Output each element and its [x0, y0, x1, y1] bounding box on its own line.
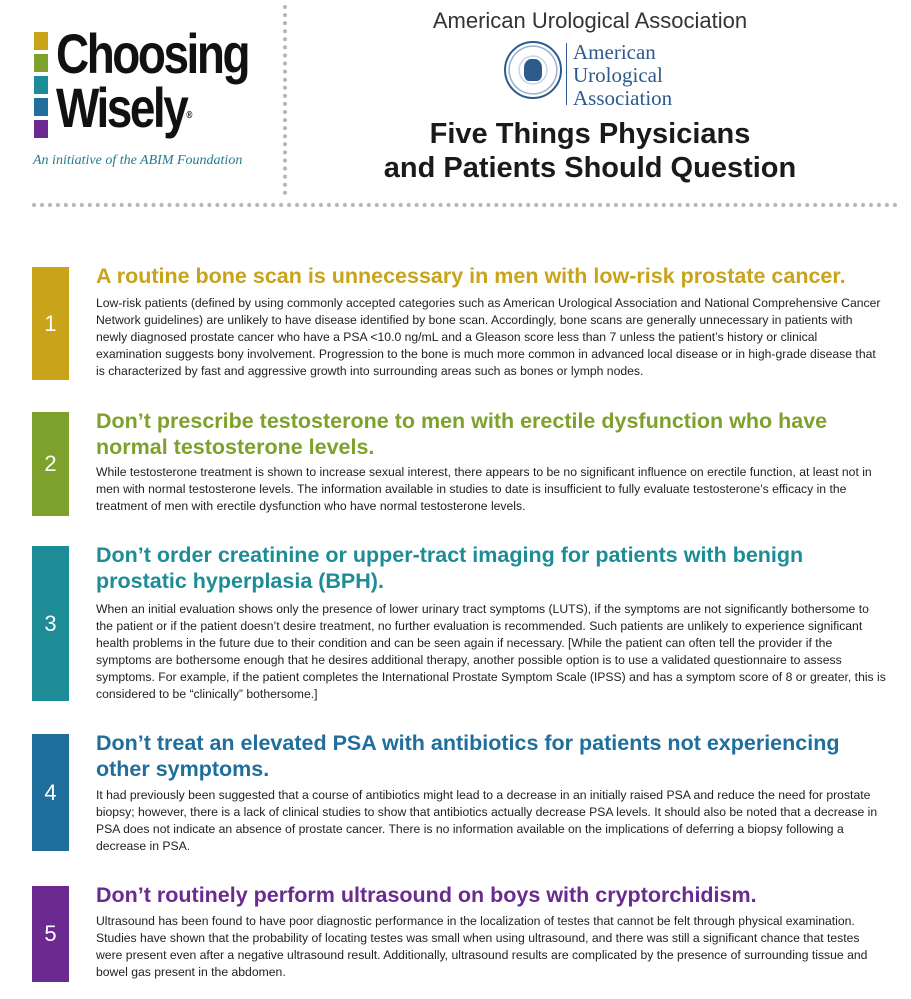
page-title-line2: and Patients Should Question [383, 152, 797, 184]
logo-bar-1 [34, 32, 48, 50]
item-number: 5 [44, 921, 57, 946]
organization-name: American Urological Association [432, 8, 748, 33]
logo-bar-2 [34, 54, 48, 72]
logo-bar-5 [34, 120, 48, 138]
item-number-badge [32, 734, 69, 851]
recommendation-4 [32, 730, 882, 855]
page-title [300, 117, 880, 185]
seal-emblem [524, 59, 542, 81]
choosing-wisely-logo [30, 22, 270, 182]
logo-bar-4 [34, 98, 48, 116]
item-number-badge [32, 546, 69, 701]
item-body: Low-risk patients (defined by using commonly accepted categories such as American Urological Association and National Comprehensive Cancer Network guidelines) are unlikely to have disease identified by bone scan. Accordingly, bone scans are generally unnecessary in patients with newly diagnosed prostate cancer who have a PSA <10.0 ng/mL and a Gleason score less than 7 unless the patient’s history or clinical examination suggests bony involvement. Progression to the bone is much more common in advanced local disease or in high-grade disease that is characterized by fast and aggressive growth into surrounding areas such as bones or lymph nodes. [96, 296, 881, 378]
logo-color-bars [34, 32, 48, 142]
item-number-badge [32, 267, 69, 380]
page-title-line1: Five Things Physicians [429, 118, 751, 150]
item-body: When an initial evaluation shows only the presence of lower urinary tract symptoms (LUTS), if the symptoms are not significantly bothersome to the patient or if the patient doesn’t desire treatment, no further evaluation is recommended. Such patients are unlikely to experience significant health problems in the future due to their condition and can be seen again if necessary. [While the patient can often tell the provider if the symptoms are bothersome enough that he desires additional therapy, another possible option is to use a validated questionnaire to assess symptoms. For example, if the patient completes the International Prostate Symptom Scale (IPSS) and has a symptom score of 8 or greater, this is considered to be “clinically” bothersome.] [96, 602, 886, 701]
recommendation-1 [32, 263, 882, 383]
registered-mark: ® [186, 110, 193, 121]
aua-wordmark [573, 41, 672, 110]
item-title: Don’t routinely perform ultrasound on boys with cryptorchidism. [96, 883, 757, 907]
aua-wordmark-line3: Association [573, 86, 673, 110]
item-title: Don’t treat an elevated PSA with antibiotics for patients not experiencing other symptoms. [96, 731, 840, 781]
item-number: 2 [44, 451, 57, 476]
item-number: 1 [44, 310, 57, 336]
item-body: It had previously been suggested that a course of antibiotics might lead to a decrease in an initially raised PSA and reduce the need for prostate biopsy; however, there is a lack of clinical studies to show that antibiotics actually decrease PSA levels. It should also be noted that a decrease in PSA does not indicate an absence of prostate cancer. There is no information available on the implications of deferring a biopsy following a decrease in PSA. [96, 788, 878, 853]
recommendation-5 [32, 882, 882, 992]
recommendation-2 [32, 408, 882, 518]
item-title: Don’t order creatinine or upper-tract imaging for patients with benign prostatic hyperplasia (BPH). [96, 543, 804, 593]
item-number: 4 [44, 779, 57, 805]
item-title: Don’t prescribe testosterone to men with erectile dysfunction who have normal testosterone levels. [96, 409, 828, 459]
logo-word-wisely [56, 76, 193, 139]
logo-tagline: An initiative of the ABIM Foundation [33, 153, 243, 168]
item-number: 3 [44, 610, 57, 636]
item-body: Ultrasound has been found to have poor diagnostic performance in the localization of testes that cannot be felt through physical examination. Studies have shown that the probability of locating testes was small when using ultrasound, and there was still a significant chance that testes were present even after a negative ultrasound result. Additionally, ultrasound results are complicated by the presence of surrounding tissue and bowel gas present in the abdomen. [96, 914, 868, 979]
logo-word-choosing: Choosing [56, 22, 249, 85]
logo-separator [566, 43, 567, 105]
horizontal-dotted-divider [32, 203, 898, 207]
logo-word-wisely-text: Wisely [56, 76, 187, 139]
aua-seal-icon [504, 41, 562, 99]
logo-bar-3 [34, 76, 48, 94]
aua-wordmark-line2: Urological [573, 63, 663, 87]
item-body: While testosterone treatment is shown to increase sexual interest, there appears to be no significant influence on erectile function, at least not in men with normal testosterone levels. The information available in studies to date is insufficient to fully evaluate testosterone’s efficacy in the treatment of men with erectile dysfunction who have normal testosterone levels. [96, 465, 872, 513]
item-title: A routine bone scan is unnecessary in men with low-risk prostate cancer. [96, 264, 846, 288]
recommendation-3 [32, 542, 886, 707]
item-number-badge [32, 412, 69, 516]
vertical-dotted-divider [283, 5, 287, 195]
aua-wordmark-line1: American [573, 40, 656, 64]
item-number-badge [32, 886, 69, 982]
